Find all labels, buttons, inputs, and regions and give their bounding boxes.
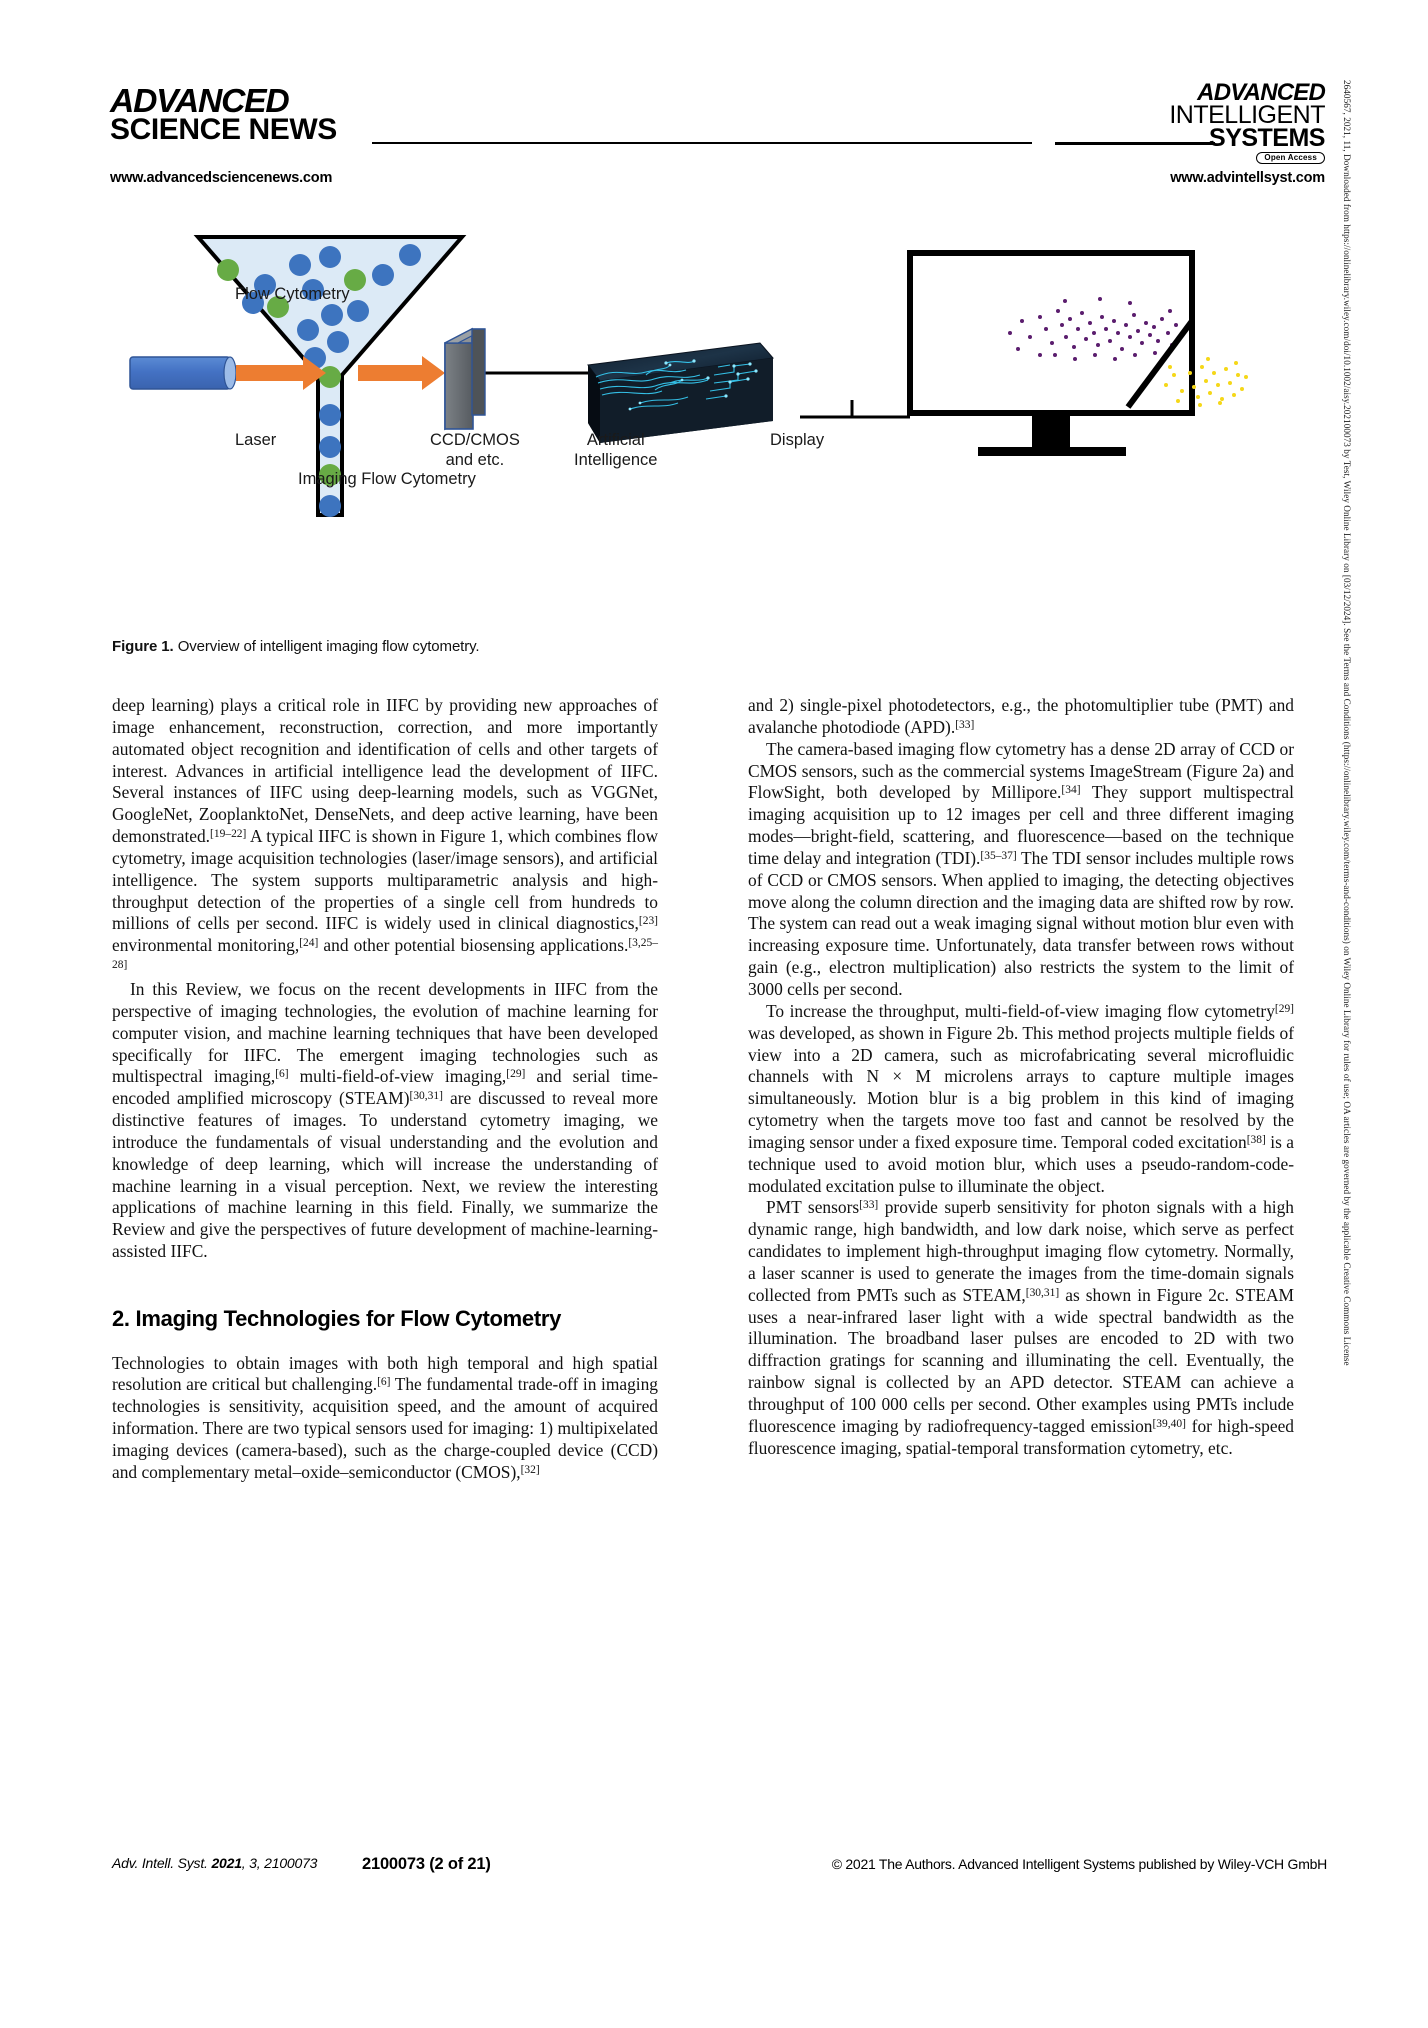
ai-line2: Intelligence	[574, 450, 658, 469]
figure-caption-label: Figure 1.	[112, 638, 174, 655]
figure-label-flow-cytometry: Flow Cytometry	[235, 285, 350, 303]
paragraph: In this Review, we focus on the recent developments in IIFC from the perspective of imaging technologies, the evolution of machine learning for computer vision, and machine learning techniques that have been developed specifically for IIFC. The emergent imaging technologies such as multispectral imaging,[6] multi-field-of-view imaging,[29] and serial time-encoded amplified microscopy (STEAM)[30,31] are discussed to reveal more distinctive features of images. To understand cytometry imaging, we introduce the fundamentals of visual understanding and the evolution and knowledge of deep learning, which will increase the understanding of machine learning in a visual perception. Next, we review the interesting applications of machine learning in this field. Finally, we summarize the Review and give the perspectives of future development of machine-learning-assisted IIFC.	[112, 978, 658, 1262]
paragraph: and 2) single-pixel photodetectors, e.g., the photomultiplier tube (PMT) and avalanche photodiode (APD).[33]	[748, 695, 1294, 737]
footer-journal-rest: , 3, 2100073	[241, 1855, 318, 1871]
footer-page-number: 2100073 (2 of 21)	[362, 1855, 491, 1873]
paragraph: The camera-based imaging flow cytometry has a dense 2D array of CCD or CMOS sensors, such as the commercial systems ImageStream (Figure 2a) and FlowSight, both developed by Millipore.[34] They support multispectral imaging acquisition up to 12 images per cell and three different imaging modes—bright-field, scattering, and fluorescence—based on the technique time delay and integration (TDI).[35–37] The TDI sensor includes multiple rows of CCD or CMOS sensors. When applied to imaging, the detecting objectives move along the column direction and the imaging data are shifted row by row. The system can read out a weak imaging signal without motion blur even with increasing exposure time. Unfortunately, data transfer between rows without gain (e.g., electron multiplication) also restricts the system to the limit of 3000 cells per second.	[748, 738, 1294, 999]
figure-label-laser: Laser	[235, 431, 277, 449]
margin-license-note: 2640567, 2021, 11, Downloaded from https://onlinelibrary.wiley.com/doi/10.1002/aisy.202100073 by Test, Wiley Online Library on [03/12/2024]. See the Terms and Conditions (https://onlinelibrary.wiley.com/terms-and-conditions) on Wiley Online Library for rules of use; OA articles are governed by the applicable Creative Commons License	[1342, 80, 1352, 1366]
laser-source	[130, 357, 236, 389]
logo-right-line2: INTELLIGENT	[1169, 101, 1325, 130]
ccd-line2: and etc.	[445, 450, 505, 469]
ccd-cmos-sensor	[445, 329, 485, 429]
link-advintellsyst[interactable]: www.advintellsyst.com	[1170, 170, 1325, 186]
footer-journal-year: 2021	[211, 1855, 242, 1871]
display-monitor	[910, 253, 1248, 456]
footer-journal-reference	[112, 1855, 317, 1871]
logo-right-line3: SYSTEMS	[1209, 124, 1325, 153]
logo-left-line2: SCIENCE NEWS	[110, 113, 337, 147]
figure-label-imaging-flow-cytometry: Imaging Flow Cytometry	[298, 470, 476, 488]
paragraph: PMT sensors[33] provide superb sensitivity for photon signals with a high dynamic range, high bandwidth, and low dark noise, which serve as perfect candidates to implement high-throughput imaging flow cytometry. Normally, a laser scanner is used to generate the images from the time-domain signals collected from PMTs such as STEAM,[30,31] as shown in Figure 2c. STEAM uses a near-infrared laser light with a wide spectral bandwidth as the illumination. The broadband laser pulses are encoded to 2D with two diffraction gratings for scanning and illuminating the cell. Eventually, the rainbow signal is collected by an APD detector. STEAM can achieve a throughput of 100 000 cells per second. Other examples using PMTs include fluorescence imaging by radiofrequency-tagged emission[39,40] for high-speed fluorescence imaging, spatial-temporal transformation cytometry, etc.	[748, 1197, 1295, 1458]
body-column-left	[112, 695, 658, 1484]
footer-copyright: © 2021 The Authors. Advanced Intelligent Systems published by Wiley-VCH GmbH	[831, 1856, 1327, 1872]
figure-label-artificial-intelligence	[574, 431, 657, 471]
logo-right-line1: ADVANCED	[1197, 79, 1325, 106]
figure-caption-text: Overview of intelligent imaging flow cytometry.	[173, 638, 480, 655]
ccd-line1: CCD/CMOS	[430, 431, 520, 449]
paragraph: deep learning) plays a critical role in IIFC by providing new approaches of image enhancement, reconstruction, correction, and more importantly automated object recognition and identification of cells and other targets of interest. Advances in artificial intelligence lead the development of IIFC. Several instances of IIFC using deep-learning models, such as VGGNet, GoogleNet, ZooplanktoNet, DenseNets, and deep active learning, have been demonstrated.[19–22] A typical IIFC is shown in Figure 1, which combines flow cytometry, image acquisition technologies (laser/image sensors), and artificial intelligence. The system supports multiparametric analysis and high-throughput detection of the properties of a single cell from hundreds to millions of cells per second. IIFC is widely used in clinical diagnostics,[23] environmental monitoring,[24] and other potential biosensing applications.[3,25–28]	[112, 695, 658, 971]
paragraph: To increase the throughput, multi-field-of-view imaging flow cytometry[29] was developed, as shown in Figure 2b. This method projects multiple fields of view into a 2D camera, such as microfabricating several microfluidic channels with N × M microlens arrays to capture multiple images simultaneously. Motion blur is a big problem in this kind of imaging cytometry when the targets move too fast and cannot be resolved by the imaging sensor under a fixed exposure time. Temporal coded excitation[38] is a technique used to avoid motion blur, which uses a pseudo-random-code-modulated excitation pulse to illuminate the object.	[748, 1000, 1295, 1196]
footer-journal-title: Adv. Intell. Syst.	[112, 1855, 208, 1871]
page-header	[110, 79, 1325, 196]
laser-beam-arrow-right	[358, 356, 445, 390]
header-rule	[372, 142, 1032, 144]
ai-line1: Artificial	[586, 431, 645, 449]
figure-1	[110, 225, 1325, 625]
logo-left-line1: ADVANCED	[110, 82, 289, 119]
section-heading-2: 2. Imaging Technologies for Flow Cytometry	[112, 1305, 562, 1331]
advanced-intelligent-systems-logo	[1169, 79, 1325, 164]
artificial-intelligence-box	[588, 343, 773, 443]
figure-1-graphic	[110, 225, 1325, 525]
body-column-right	[748, 695, 1294, 1460]
figure-label-display: Display	[770, 431, 825, 449]
link-advancedsciencenews[interactable]: www.advancedsciencenews.com	[110, 170, 333, 186]
paragraph: Technologies to obtain images with both high temporal and high spatial resolution are critical but challenging.[6] The fundamental trade-off in imaging technologies is sensitivity, acquisition speed, and the amount of acquired information. There are two typical sensors used for imaging: 1) multipixelated imaging devices (camera-based), such as the charge-coupled device (CCD) and complementary metal–oxide–semiconductor (CMOS),[32]	[112, 1352, 658, 1482]
figure-label-ccd-cmos	[430, 431, 520, 471]
advanced-science-news-logo	[110, 82, 337, 147]
open-access-badge: Open Access	[1256, 152, 1325, 164]
figure-1-caption	[112, 638, 1012, 655]
